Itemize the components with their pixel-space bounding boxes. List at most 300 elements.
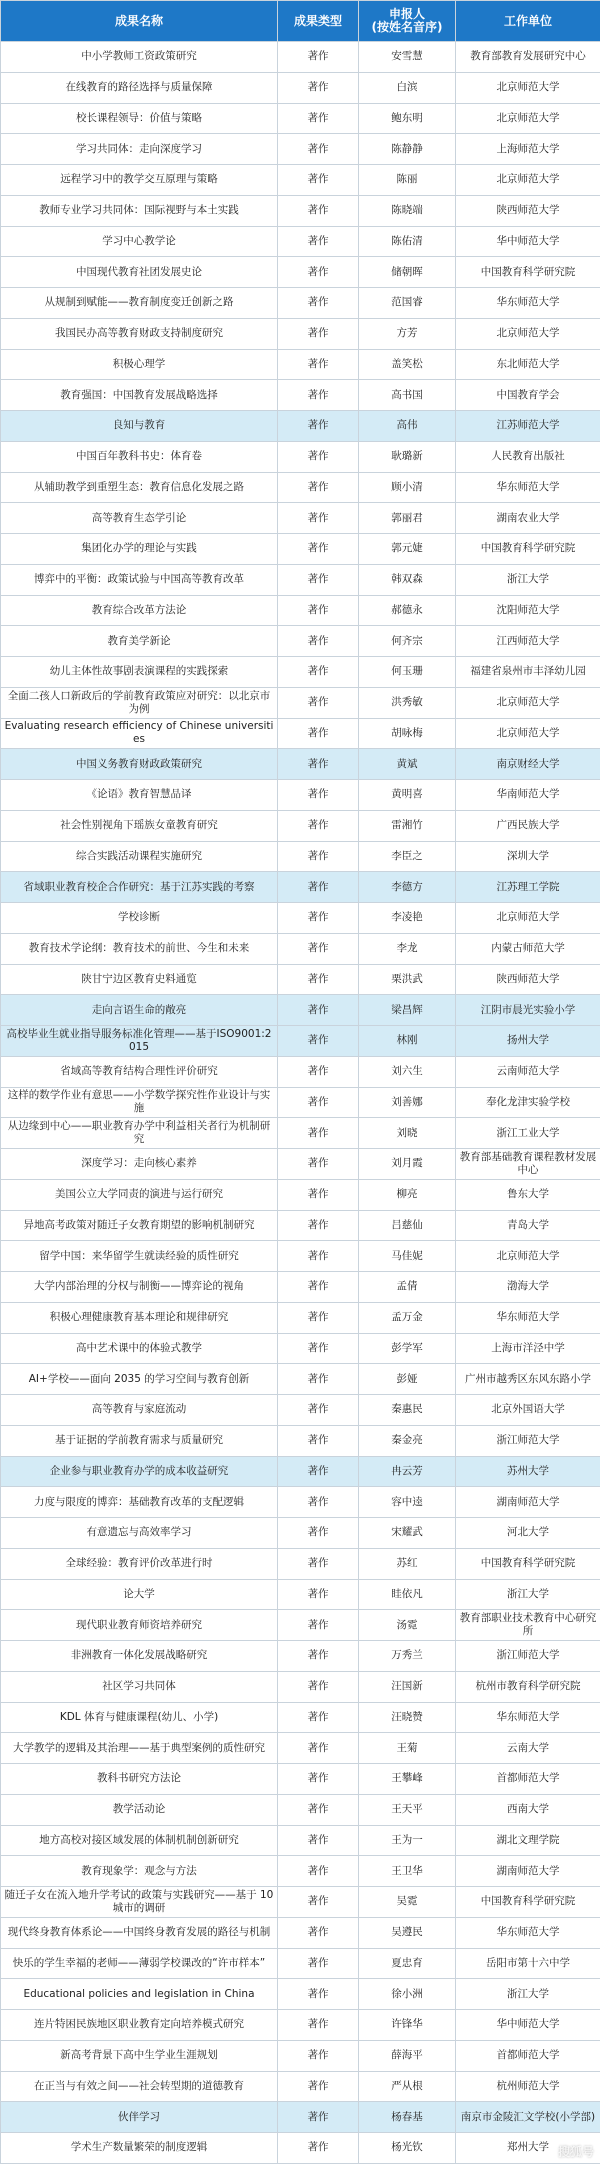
cell-unit: 首都师范大学 [456,1764,600,1795]
table-row [1,1272,600,1303]
cell-type: 著作 [278,380,359,411]
cell-name: 省域高等教育结构合理性评价研究 [1,1056,278,1087]
cell-name: 在线教育的路径选择与质量保障 [1,72,278,103]
cell-name: 从规制到赋能——教育制度变迁创新之路 [1,288,278,319]
cell-type: 著作 [278,1917,359,1948]
cell-applicant: 许锋华 [359,2010,456,2041]
cell-unit: 云南师范大学 [456,1056,600,1087]
cell-name: Educational policies and legislation in China [1,1979,278,2010]
header-type: 成果类型 [278,1,359,42]
cell-applicant: 胡咏梅 [359,718,456,749]
table-row [1,1794,600,1825]
cell-type: 著作 [278,534,359,565]
cell-applicant: 秦金亮 [359,1425,456,1456]
cell-name: 幼儿主体性故事剧表演课程的实践探索 [1,657,278,688]
cell-name: 省域职业教育校企合作研究：基于江苏实践的考察 [1,872,278,903]
cell-name: 我国民办高等教育财政支持制度研究 [1,318,278,349]
table-row [1,72,600,103]
cell-type: 著作 [278,1487,359,1518]
table-row [1,1179,600,1210]
cell-type: 著作 [278,903,359,934]
cell-type: 著作 [278,503,359,534]
cell-type: 著作 [278,626,359,657]
cell-unit: 华东师范大学 [456,1702,600,1733]
cell-unit: 扬州大学 [456,1026,600,1057]
cell-type: 著作 [278,257,359,288]
cell-applicant: 刘六生 [359,1056,456,1087]
cell-applicant: 王攀峰 [359,1764,456,1795]
cell-name: 现代职业教育师资培养研究 [1,1610,278,1641]
cell-type: 著作 [278,1425,359,1456]
cell-name: 基于证据的学前教育需求与质量研究 [1,1425,278,1456]
cell-unit: 鲁东大学 [456,1179,600,1210]
cell-applicant: 宋耀武 [359,1518,456,1549]
table-row [1,1948,600,1979]
cell-type: 著作 [278,1671,359,1702]
cell-type: 著作 [278,1364,359,1395]
watermark: 搜狐号 [558,2143,594,2160]
cell-name: KDL 体育与健康课程(幼儿、小学) [1,1702,278,1733]
cell-applicant: 刘月霞 [359,1149,456,1180]
cell-applicant: 盖笑松 [359,349,456,380]
cell-applicant: 白滨 [359,72,456,103]
table-row [1,1518,600,1549]
table-row [1,2040,600,2071]
cell-applicant: 陈丽 [359,165,456,196]
cell-type: 著作 [278,2133,359,2164]
cell-applicant: 马佳妮 [359,1241,456,1272]
cell-name: 快乐的学生幸福的老师——薄弱学校课改的“许市样本” [1,1948,278,1979]
table-row [1,472,600,503]
cell-unit: 江阴市晨光实验小学 [456,995,600,1026]
header-applicant [359,1,456,42]
cell-name: 学校诊断 [1,903,278,934]
cell-unit: 北京师范大学 [456,1241,600,1272]
cell-name: 中国义务教育财政政策研究 [1,749,278,780]
cell-type: 著作 [278,1518,359,1549]
cell-applicant: 孟倩 [359,1272,456,1303]
cell-applicant: 王为一 [359,1825,456,1856]
cell-name: 随迁子女在流入地升学考试的政策与实践研究——基于 10 城市的调研 [1,1887,278,1918]
table-row [1,2102,600,2133]
table-row [1,534,600,565]
cell-applicant: 黄斌 [359,749,456,780]
cell-applicant: 高伟 [359,411,456,442]
cell-name: 校长课程领导：价值与策略 [1,103,278,134]
table-row [1,1210,600,1241]
table-row [1,195,600,226]
cell-type: 著作 [278,1948,359,1979]
table-row [1,1917,600,1948]
table-row [1,780,600,811]
table-body [1,42,600,2164]
cell-type: 著作 [278,1395,359,1426]
table-row [1,2010,600,2041]
cell-name: 远程学习中的教学交互原理与策略 [1,165,278,196]
cell-type: 著作 [278,1333,359,1364]
cell-name: 学习中心教学论 [1,226,278,257]
cell-applicant: 雷湘竹 [359,810,456,841]
cell-unit: 北京师范大学 [456,687,600,718]
table-row [1,595,600,626]
cell-applicant: 杨春基 [359,2102,456,2133]
cell-name: 现代终身教育体系论——中国终身教育发展的路径与机制 [1,1917,278,1948]
cell-type: 著作 [278,1087,359,1118]
cell-unit: 深圳大学 [456,841,600,872]
table-row [1,1333,600,1364]
cell-name: 连片特困民族地区职业教育定向培养模式研究 [1,2010,278,2041]
cell-unit: 广西民族大学 [456,810,600,841]
table-row [1,1856,600,1887]
cell-name: 大学内部治理的分权与制衡——博弈论的视角 [1,1272,278,1303]
cell-applicant: 李德方 [359,872,456,903]
table-row [1,1026,600,1057]
table-row [1,687,600,718]
cell-name: 全面二孩人口新政后的学前教育政策应对研究：以北京市为例 [1,687,278,718]
cell-applicant: 刘善娜 [359,1087,456,1118]
cell-unit: 浙江大学 [456,1579,600,1610]
cell-name: 走向言语生命的敞亮 [1,995,278,1026]
table-row [1,810,600,841]
table-row [1,1087,600,1118]
cell-unit: 教育部教育发展研究中心 [456,42,600,73]
cell-name: Evaluating research efficiency of Chinese universities [1,718,278,749]
cell-type: 著作 [278,1579,359,1610]
cell-applicant: 徐小洲 [359,1979,456,2010]
cell-unit: 华中师范大学 [456,2010,600,2041]
cell-type: 著作 [278,1272,359,1303]
table-header-row [1,1,600,42]
cell-applicant: 李凌艳 [359,903,456,934]
cell-applicant: 王菊 [359,1733,456,1764]
cell-unit: 内蒙古师范大学 [456,933,600,964]
cell-applicant: 李臣之 [359,841,456,872]
cell-applicant: 苏红 [359,1548,456,1579]
cell-unit: 北京师范大学 [456,903,600,934]
cell-applicant: 王卫华 [359,1856,456,1887]
cell-applicant: 杨光钦 [359,2133,456,2164]
table-row [1,657,600,688]
table-row [1,1825,600,1856]
table-row [1,1579,600,1610]
table-row [1,1641,600,1672]
table-row [1,1702,600,1733]
cell-name: 教育美学新论 [1,626,278,657]
cell-type: 著作 [278,2010,359,2041]
cell-unit: 上海师范大学 [456,134,600,165]
cell-name: 教育技术学论纲：教育技术的前世、今生和未来 [1,933,278,964]
cell-type: 著作 [278,411,359,442]
cell-name: 留学中国：来华留学生就读经验的质性研究 [1,1241,278,1272]
cell-name: 这样的数学作业有意思——小学数学探究性作业设计与实施 [1,1087,278,1118]
table-row [1,903,600,934]
cell-unit: 湖南师范大学 [456,1487,600,1518]
table-row [1,1548,600,1579]
cell-type: 著作 [278,964,359,995]
cell-type: 著作 [278,1118,359,1149]
cell-unit: 北京外国语大学 [456,1395,600,1426]
cell-type: 著作 [278,1179,359,1210]
cell-type: 著作 [278,780,359,811]
table-row [1,933,600,964]
cell-type: 著作 [278,687,359,718]
cell-type: 著作 [278,1610,359,1641]
cell-applicant: 梁昌辉 [359,995,456,1026]
cell-unit: 中国教育科学研究院 [456,257,600,288]
cell-applicant: 耿璐新 [359,441,456,472]
cell-applicant: 顾小清 [359,472,456,503]
cell-name: 企业参与职业教育办学的成本收益研究 [1,1456,278,1487]
cell-applicant: 黄明喜 [359,780,456,811]
cell-unit: 江苏理工学院 [456,872,600,903]
cell-unit: 首都师范大学 [456,2040,600,2071]
table-row [1,2071,600,2102]
table-row [1,134,600,165]
cell-name: 陕甘宁边区教育史料通览 [1,964,278,995]
table-row [1,257,600,288]
cell-unit: 浙江大学 [456,564,600,595]
cell-name: 社会性别视角下瑶族女童教育研究 [1,810,278,841]
cell-unit: 湖南农业大学 [456,503,600,534]
table-row [1,1056,600,1087]
cell-type: 著作 [278,933,359,964]
table-row [1,1979,600,2010]
table-row [1,841,600,872]
cell-applicant: 陈晓端 [359,195,456,226]
cell-applicant: 汤霓 [359,1610,456,1641]
table-row [1,1149,600,1180]
cell-type: 著作 [278,1856,359,1887]
cell-applicant: 吴遵民 [359,1917,456,1948]
cell-applicant: 夏忠育 [359,1948,456,1979]
cell-type: 著作 [278,42,359,73]
cell-name: 中国现代教育社团发展史论 [1,257,278,288]
cell-name: AI+学校——面向 2035 的学习空间与教育创新 [1,1364,278,1395]
table-row [1,103,600,134]
cell-applicant: 陈静静 [359,134,456,165]
cell-type: 著作 [278,1764,359,1795]
cell-type: 著作 [278,1887,359,1918]
cell-name: 综合实践活动课程实施研究 [1,841,278,872]
cell-name: 教学活动论 [1,1794,278,1825]
cell-name: 中国百年教科书史：体育卷 [1,441,278,472]
cell-type: 著作 [278,1979,359,2010]
table-row [1,1733,600,1764]
cell-unit: 东北师范大学 [456,349,600,380]
table-row [1,1364,600,1395]
cell-applicant: 汪晓赞 [359,1702,456,1733]
cell-type: 著作 [278,2071,359,2102]
cell-unit: 北京师范大学 [456,165,600,196]
cell-type: 著作 [278,718,359,749]
table-row [1,1671,600,1702]
cell-type: 著作 [278,1548,359,1579]
cell-type: 著作 [278,103,359,134]
table-row [1,1118,600,1149]
header-applicant-line1: 申报人 [362,8,452,21]
cell-name: 学习共同体：走向深度学习 [1,134,278,165]
cell-unit: 广州市越秀区东风东路小学 [456,1364,600,1395]
cell-applicant: 方芳 [359,318,456,349]
cell-unit: 西南大学 [456,1794,600,1825]
cell-type: 著作 [278,564,359,595]
cell-name: 集团化办学的理论与实践 [1,534,278,565]
cell-name: 伙伴学习 [1,2102,278,2133]
table-row [1,872,600,903]
cell-applicant: 吕慈仙 [359,1210,456,1241]
table-row [1,718,600,749]
cell-name: 非洲教育一体化发展战略研究 [1,1641,278,1672]
cell-unit: 浙江工业大学 [456,1118,600,1149]
cell-applicant: 郝德永 [359,595,456,626]
table-row [1,1395,600,1426]
cell-applicant: 柳亮 [359,1179,456,1210]
cell-type: 著作 [278,134,359,165]
cell-name: 社区学习共同体 [1,1671,278,1702]
table-row [1,1425,600,1456]
cell-name: 有意遗忘与高效率学习 [1,1518,278,1549]
cell-unit: 渤海大学 [456,1272,600,1303]
cell-name: 积极心理学 [1,349,278,380]
cell-name: 全球经验：教育评价改革进行时 [1,1548,278,1579]
cell-applicant: 陈佑清 [359,226,456,257]
cell-unit: 华东师范大学 [456,472,600,503]
cell-type: 著作 [278,72,359,103]
cell-applicant: 韩双森 [359,564,456,595]
cell-unit: 陕西师范大学 [456,195,600,226]
cell-applicant: 彭学军 [359,1333,456,1364]
cell-unit: 北京师范大学 [456,103,600,134]
cell-type: 著作 [278,1026,359,1057]
cell-applicant: 吴霓 [359,1887,456,1918]
cell-type: 著作 [278,288,359,319]
cell-applicant: 郭丽君 [359,503,456,534]
cell-applicant: 林刚 [359,1026,456,1057]
cell-unit: 湖南师范大学 [456,1856,600,1887]
cell-unit: 中国教育科学研究院 [456,534,600,565]
cell-name: 异地高考政策对随迁子女教育期望的影响机制研究 [1,1210,278,1241]
cell-name: 论大学 [1,1579,278,1610]
cell-applicant: 王天平 [359,1794,456,1825]
cell-unit: 江西师范大学 [456,626,600,657]
table-row [1,380,600,411]
cell-unit: 浙江大学 [456,1979,600,2010]
cell-type: 著作 [278,1825,359,1856]
table-row [1,349,600,380]
cell-type: 著作 [278,195,359,226]
cell-name: 高中艺术课中的体验式教学 [1,1333,278,1364]
table-row [1,564,600,595]
cell-unit: 郑州大学 [456,2133,600,2164]
cell-applicant: 容中逵 [359,1487,456,1518]
cell-type: 著作 [278,1241,359,1272]
cell-unit: 岳阳市第十六中学 [456,1948,600,1979]
table-row [1,1241,600,1272]
cell-unit: 河北大学 [456,1518,600,1549]
cell-unit: 青岛大学 [456,1210,600,1241]
cell-unit: 华南师范大学 [456,780,600,811]
cell-applicant: 郭元婕 [359,534,456,565]
cell-name: 《论语》教育智慧品译 [1,780,278,811]
cell-applicant: 万秀兰 [359,1641,456,1672]
table-row [1,503,600,534]
table-row [1,626,600,657]
cell-applicant: 洪秀敏 [359,687,456,718]
table-row [1,1764,600,1795]
cell-unit: 奉化龙津实验学校 [456,1087,600,1118]
cell-type: 著作 [278,2102,359,2133]
table-row [1,1302,600,1333]
table-row [1,1887,600,1918]
cell-type: 著作 [278,472,359,503]
table-row [1,165,600,196]
header-name: 成果名称 [1,1,278,42]
cell-unit: 杭州师范大学 [456,2071,600,2102]
cell-type: 著作 [278,1641,359,1672]
cell-name: 高等教育生态学引论 [1,503,278,534]
cell-unit: 北京师范大学 [456,72,600,103]
cell-type: 著作 [278,1302,359,1333]
table-row [1,42,600,73]
cell-type: 著作 [278,349,359,380]
cell-type: 著作 [278,995,359,1026]
cell-name: 力度与限度的博弈：基础教育改革的支配逻辑 [1,1487,278,1518]
cell-name: 博弈中的平衡：政策试验与中国高等教育改革 [1,564,278,595]
cell-unit: 沈阳师范大学 [456,595,600,626]
cell-unit: 中国教育学会 [456,380,600,411]
cell-applicant: 储朝晖 [359,257,456,288]
cell-applicant: 刘晓 [359,1118,456,1149]
cell-type: 著作 [278,1456,359,1487]
cell-name: 教科书研究方法论 [1,1764,278,1795]
cell-type: 著作 [278,657,359,688]
cell-applicant: 汪国新 [359,1671,456,1702]
table-row [1,749,600,780]
cell-unit: 教育部职业技术教育中心研究所 [456,1610,600,1641]
cell-type: 著作 [278,2040,359,2071]
cell-unit: 华中师范大学 [456,226,600,257]
cell-name: 积极心理健康教育基本理论和规律研究 [1,1302,278,1333]
cell-applicant: 薛海平 [359,2040,456,2071]
cell-applicant: 高书国 [359,380,456,411]
cell-name: 中小学教师工资政策研究 [1,42,278,73]
cell-name: 教育强国：中国教育发展战略选择 [1,380,278,411]
cell-name: 美国公立大学同责的演进与运行研究 [1,1179,278,1210]
cell-unit: 教育部基础教育课程教材发展中心 [456,1149,600,1180]
header-applicant-line2: (按姓名音序) [362,21,452,34]
cell-name: 地方高校对接区域发展的体制机制创新研究 [1,1825,278,1856]
cell-type: 著作 [278,1733,359,1764]
cell-unit: 湖北文理学院 [456,1825,600,1856]
cell-unit: 中国教育科学研究院 [456,1887,600,1918]
cell-applicant: 栗洪武 [359,964,456,995]
cell-type: 著作 [278,441,359,472]
cell-type: 著作 [278,165,359,196]
cell-type: 著作 [278,749,359,780]
cell-unit: 华东师范大学 [456,1917,600,1948]
cell-name: 学术生产数量繁荣的制度逻辑 [1,2133,278,2164]
table-row [1,1487,600,1518]
table-row [1,288,600,319]
cell-name: 教育现象学：观念与方法 [1,1856,278,1887]
cell-name: 良知与教育 [1,411,278,442]
cell-type: 著作 [278,1149,359,1180]
cell-unit: 南京财经大学 [456,749,600,780]
cell-unit: 中国教育科学研究院 [456,1548,600,1579]
cell-unit: 苏州大学 [456,1456,600,1487]
cell-applicant: 眭依凡 [359,1579,456,1610]
cell-type: 著作 [278,810,359,841]
